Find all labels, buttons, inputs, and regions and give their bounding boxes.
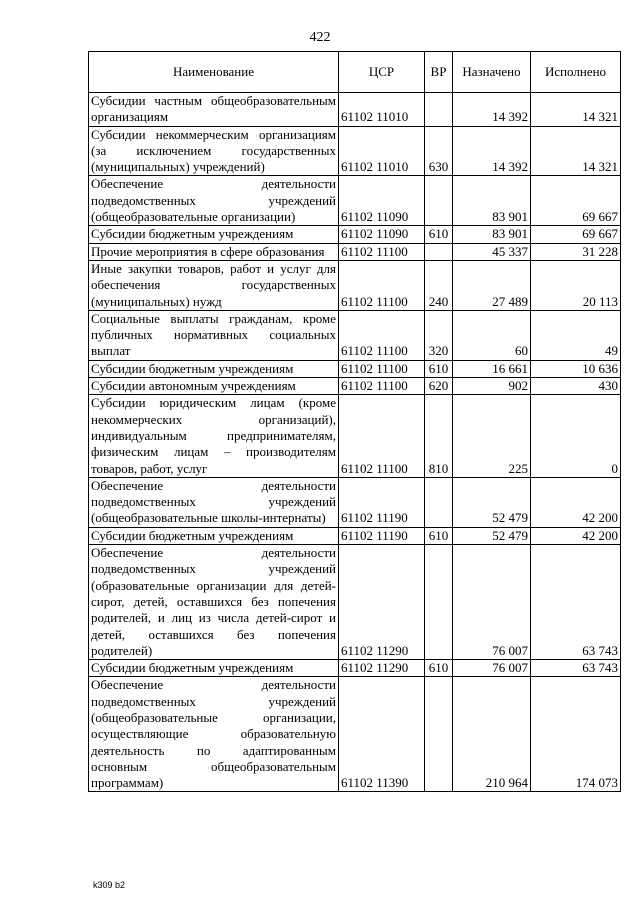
cell-isp: 0	[531, 395, 621, 477]
header-csr: ЦСР	[339, 52, 425, 93]
cell-vr: 630	[425, 126, 453, 176]
cell-isp: 63 743	[531, 660, 621, 677]
cell-vr: 610	[425, 360, 453, 377]
table-header-row	[89, 52, 621, 93]
cell-nazn: 210 964	[453, 677, 531, 792]
cell-name: Субсидии бюджетным учреждениям	[89, 527, 339, 544]
cell-csr: 61102 11010	[339, 126, 425, 176]
cell-name: Субсидии частным общеобразовательным организациям	[89, 93, 339, 127]
cell-csr: 61102 11010	[339, 93, 425, 127]
budget-table	[88, 51, 621, 792]
table-row	[89, 677, 621, 792]
table-row	[89, 545, 621, 660]
cell-nazn: 16 661	[453, 360, 531, 377]
cell-name: Субсидии бюджетным учреждениям	[89, 226, 339, 243]
cell-vr: 610	[425, 660, 453, 677]
cell-name: Субсидии некоммерческим организациям (за исключением государственных (муниципальных) учреждений)	[89, 126, 339, 176]
cell-vr	[425, 243, 453, 260]
cell-csr: 61102 11100	[339, 260, 425, 310]
cell-nazn: 52 479	[453, 477, 531, 527]
cell-vr	[425, 677, 453, 792]
cell-csr: 61102 11100	[339, 243, 425, 260]
cell-nazn: 45 337	[453, 243, 531, 260]
table-row	[89, 226, 621, 243]
cell-vr: 610	[425, 527, 453, 544]
cell-name: Субсидии бюджетным учреждениям	[89, 660, 339, 677]
cell-isp: 174 073	[531, 677, 621, 792]
cell-nazn: 225	[453, 395, 531, 477]
table-row	[89, 243, 621, 260]
cell-nazn: 83 901	[453, 226, 531, 243]
cell-csr: 61102 11090	[339, 176, 425, 226]
table-row	[89, 378, 621, 395]
page-number: 422	[309, 30, 331, 45]
cell-name: Социальные выплаты гражданам, кроме публичных нормативных социальных выплат	[89, 310, 339, 360]
cell-nazn: 52 479	[453, 527, 531, 544]
footer-code: k309 b2	[93, 880, 126, 890]
cell-isp: 430	[531, 378, 621, 395]
cell-nazn: 27 489	[453, 260, 531, 310]
table-row	[89, 527, 621, 544]
cell-csr: 61102 11290	[339, 545, 425, 660]
cell-nazn: 60	[453, 310, 531, 360]
header-name: Наименование	[89, 52, 339, 93]
table-row	[89, 360, 621, 377]
cell-csr: 61102 11090	[339, 226, 425, 243]
cell-vr: 610	[425, 226, 453, 243]
cell-isp: 42 200	[531, 477, 621, 527]
table-row	[89, 477, 621, 527]
cell-csr: 61102 11100	[339, 395, 425, 477]
cell-name: Прочие мероприятия в сфере образования	[89, 243, 339, 260]
cell-nazn: 76 007	[453, 545, 531, 660]
cell-csr: 61102 11190	[339, 527, 425, 544]
table-row	[89, 260, 621, 310]
cell-nazn: 14 392	[453, 126, 531, 176]
cell-isp: 10 636	[531, 360, 621, 377]
cell-vr	[425, 545, 453, 660]
table-row	[89, 660, 621, 677]
cell-nazn: 76 007	[453, 660, 531, 677]
cell-csr: 61102 11290	[339, 660, 425, 677]
cell-vr: 810	[425, 395, 453, 477]
cell-isp: 42 200	[531, 527, 621, 544]
cell-name: Субсидии юридическим лицам (кроме некоммерческих организаций), индивидуальным предпринимателям, физическим лицам – производителям товаров, работ, услуг	[89, 395, 339, 477]
header-isp: Исполнено	[531, 52, 621, 93]
cell-isp: 31 228	[531, 243, 621, 260]
cell-isp: 49	[531, 310, 621, 360]
cell-name: Обеспечение деятельности подведомственных учреждений (общеобразовательные школы-интернаты)	[89, 477, 339, 527]
cell-isp: 20 113	[531, 260, 621, 310]
cell-name: Обеспечение деятельности подведомственных учреждений (образовательные организации для детей-сирот, детей, оставшихся без попечения родителей, и лиц из числа детей-сирот и детей, оставшихся без попечения родителей)	[89, 545, 339, 660]
cell-name: Обеспечение деятельности подведомственных учреждений (общеобразовательные организации)	[89, 176, 339, 226]
cell-name: Субсидии автономным учреждениям	[89, 378, 339, 395]
cell-csr: 61102 11190	[339, 477, 425, 527]
table-row	[89, 395, 621, 477]
cell-vr: 240	[425, 260, 453, 310]
cell-vr: 320	[425, 310, 453, 360]
cell-nazn: 83 901	[453, 176, 531, 226]
cell-vr	[425, 477, 453, 527]
cell-name: Обеспечение деятельности подведомственных учреждений (общеобразовательные организации, осуществляющие образовательную деятельность по адаптированным основным общеобразовательным программам)	[89, 677, 339, 792]
table-row	[89, 310, 621, 360]
cell-isp: 14 321	[531, 93, 621, 127]
cell-vr	[425, 176, 453, 226]
cell-vr: 620	[425, 378, 453, 395]
cell-isp: 69 667	[531, 226, 621, 243]
cell-csr: 61102 11100	[339, 310, 425, 360]
header-nazn: Назначено	[453, 52, 531, 93]
table-row	[89, 176, 621, 226]
cell-nazn: 14 392	[453, 93, 531, 127]
cell-csr: 61102 11100	[339, 378, 425, 395]
cell-nazn: 902	[453, 378, 531, 395]
cell-csr: 61102 11100	[339, 360, 425, 377]
cell-isp: 14 321	[531, 126, 621, 176]
header-vr: ВР	[425, 52, 453, 93]
cell-name: Субсидии бюджетным учреждениям	[89, 360, 339, 377]
table-row	[89, 93, 621, 127]
cell-isp: 63 743	[531, 545, 621, 660]
cell-name: Иные закупки товаров, работ и услуг для обеспечения государственных (муниципальных) нужд	[89, 260, 339, 310]
cell-isp: 69 667	[531, 176, 621, 226]
cell-vr	[425, 93, 453, 127]
cell-csr: 61102 11390	[339, 677, 425, 792]
table-row	[89, 126, 621, 176]
